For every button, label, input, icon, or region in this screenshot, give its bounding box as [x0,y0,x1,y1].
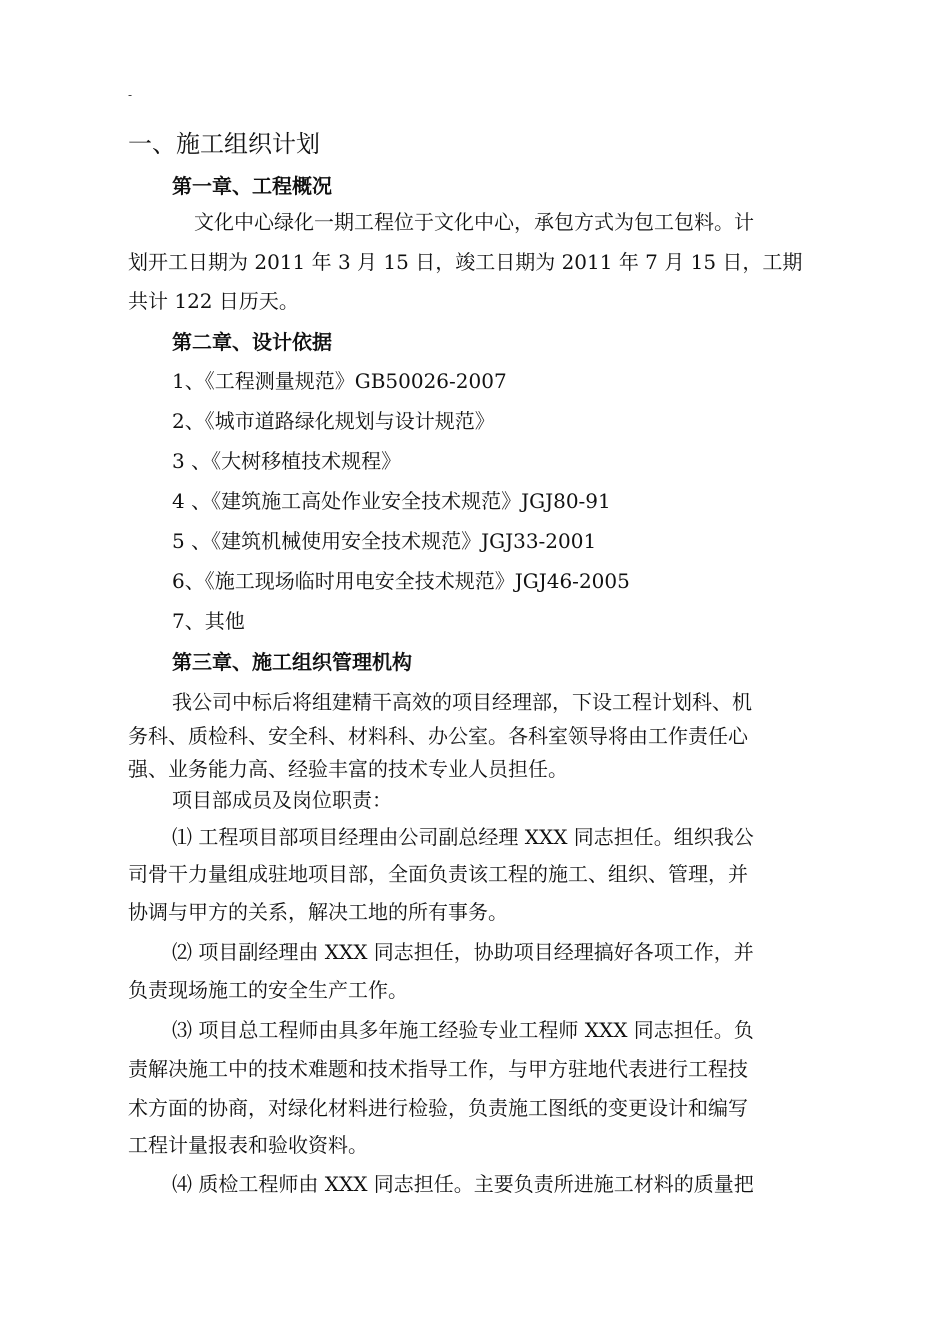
reference-item: 3 、《大树移植技术规程》 [172,449,402,473]
paragraph-line: 共计 122 日历天。 [128,289,299,313]
paragraph-line: 协调与甲方的关系，解决工地的所有事务。 [128,900,508,924]
paragraph-line: ⑵ 项目副经理由 XXX 同志担任，协助项目经理搞好各项工作，并 [172,940,754,964]
paragraph-line: 务科、质检科、安全科、材料科、办公室。各科室领导将由工作责任心 [128,724,748,748]
paragraph-line: 我公司中标后将组建精干高效的项目经理部，下设工程计划科、机 [172,690,752,714]
paragraph-line: 工程计量报表和验收资料。 [128,1133,368,1157]
paragraph-line: 负责现场施工的安全生产工作。 [128,978,408,1002]
members-label: 项目部成员及岗位职责： [172,788,392,812]
chapter-3-heading: 第三章、施工组织管理机构 [172,650,412,674]
paragraph-line: ⑷ 质检工程师由 XXX 同志担任。主要负责所进施工材料的质量把 [172,1172,754,1196]
reference-item: 4 、《建筑施工高处作业安全技术规范》JGJ80-91 [172,489,611,513]
paragraph-line: 责解决施工中的技术难题和技术指导工作，与甲方驻地代表进行工程技 [128,1057,748,1081]
reference-item: 1、《工程测量规范》GB50026-2007 [172,369,507,393]
page-title: 一、施工组织计划 [128,130,320,158]
paragraph-line: 文化中心绿化一期工程位于文化中心，承包方式为包工包料。计 [194,210,754,234]
paragraph-line: ⑶ 项目总工程师由具多年施工经验专业工程师 XXX 同志担任。负 [172,1018,754,1042]
paragraph-line: 划开工日期为 2011 年 3 月 15 日，竣工日期为 2011 年 7 月 15 日，工期 [128,250,803,274]
chapter-2-heading: 第二章、设计依据 [172,330,332,354]
paragraph-line: 术方面的协商，对绿化材料进行检验，负责施工图纸的变更设计和编写 [128,1096,748,1120]
reference-item: 7、其他 [172,609,245,633]
chapter-1-heading: 第一章、工程概况 [172,174,332,198]
reference-item: 6、《施工现场临时用电安全技术规范》JGJ46-2005 [172,569,630,593]
reference-item: 2、《城市道路绿化规划与设计规范》 [172,409,495,433]
header-dash: - [128,88,133,102]
paragraph-line: 强、业务能力高、经验丰富的技术专业人员担任。 [128,757,568,781]
reference-item: 5 、《建筑机械使用安全技术规范》JGJ33-2001 [172,529,597,553]
paragraph-line: 司骨干力量组成驻地项目部，全面负责该工程的施工、组织、管理，并 [128,862,748,886]
paragraph-line: ⑴ 工程项目部项目经理由公司副总经理 XXX 同志担任。组织我公 [172,825,754,849]
